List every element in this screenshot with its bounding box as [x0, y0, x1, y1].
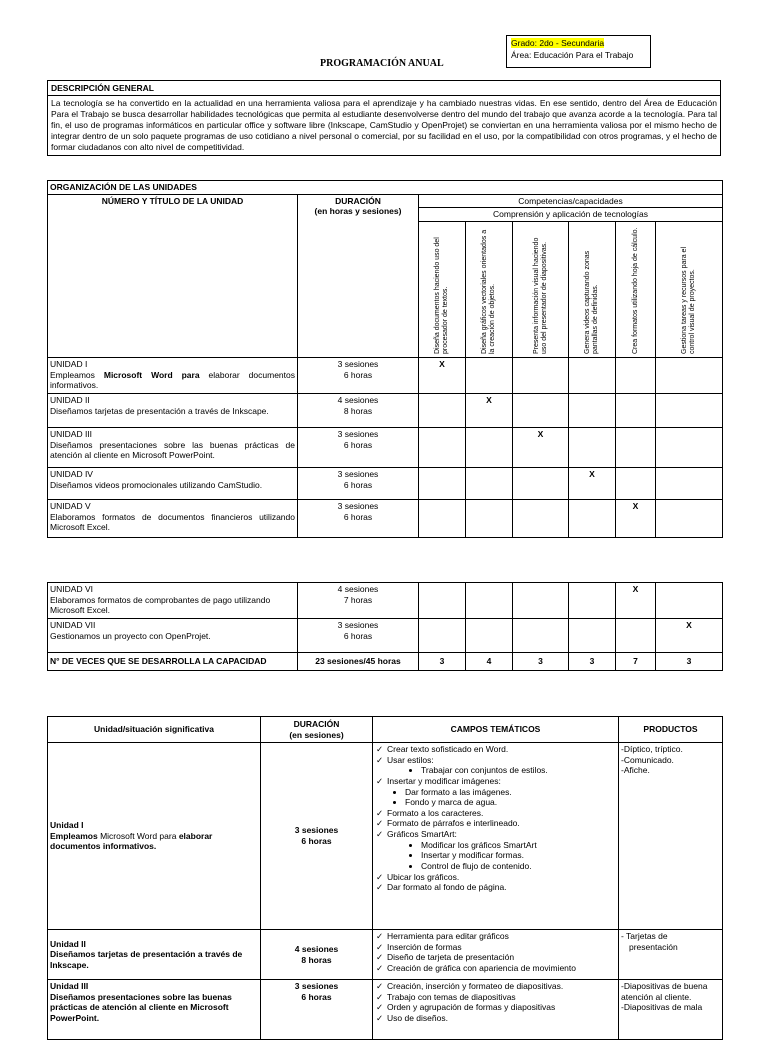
- mark-cell: [616, 619, 656, 653]
- situation-cell: [48, 930, 261, 980]
- table-row: [48, 393, 723, 427]
- mark-cell: [466, 583, 513, 619]
- sessions-value: 3 sesiones: [337, 428, 379, 439]
- mark-cell: X: [569, 467, 616, 499]
- mark-cell: [513, 499, 569, 537]
- product-item-part: - Tarjetas de: [621, 931, 668, 941]
- topic-item: ✓ Inserción de formas: [387, 942, 616, 953]
- topic-item: ✓ Orden y agrupación de formas y diapositivas: [387, 1002, 616, 1013]
- unit-title: Gestionamos un proyecto con OpenProjet.: [50, 630, 211, 641]
- hours-value: 6 horas: [343, 511, 373, 522]
- col-unit-header: [48, 194, 298, 357]
- totals-duration: 23 sesiones/45 horas: [298, 653, 419, 671]
- mark-cell: [419, 427, 466, 467]
- topic-item: ✓ Creación de gráfica con apariencia de movimiento: [387, 963, 616, 974]
- hours-value: 6 horas: [343, 439, 373, 450]
- unit-title-part: elaborar documentos informativos.: [50, 369, 295, 391]
- unit-title: Diseñamos videos promocionales utilizando CamStudio.: [50, 479, 263, 490]
- mark-cell: [466, 619, 513, 653]
- mark-cell: [513, 357, 569, 393]
- situation-unit: Unidad I: [50, 820, 84, 831]
- unit-number: UNIDAD VI: [50, 584, 93, 594]
- sit-duration-cell: [261, 980, 373, 1040]
- situation-unit: Unidad II: [50, 938, 86, 949]
- units-table: [47, 180, 723, 538]
- sit-duration-cell: [261, 743, 373, 930]
- unit-cell: [48, 393, 298, 427]
- sit-duration-cell: [261, 930, 373, 980]
- hours-value: 6 horas: [343, 479, 373, 490]
- subtopic-item: • Insertar y modificar formas.: [421, 850, 616, 861]
- sessions-value: 4 sesiones: [337, 584, 379, 594]
- topics-cell: [373, 930, 619, 980]
- topic-item: [387, 755, 616, 766]
- topic-item: ✓ Trabajo con temas de diapositivas: [387, 992, 616, 1003]
- product-item: -Comunicado.: [621, 754, 674, 765]
- mark-cell: [466, 467, 513, 499]
- subtopic-item: • Trabajar con conjuntos de estilos.: [421, 765, 616, 776]
- mark-cell: [569, 583, 616, 619]
- col-sit-duration-line1: DURACIÓN: [293, 718, 340, 729]
- unit-title: Elaboramos formatos de comprobantes de pago utilizando Microsoft Excel.: [50, 594, 271, 616]
- duration-cell: [298, 467, 419, 499]
- mark-cell: [616, 357, 656, 393]
- duration-cell: [298, 619, 419, 653]
- capacity-text: Diseña documentos haciendo uso del procesador de textos.: [433, 237, 449, 354]
- product-item: -Diapositivas de buena atención al cliente.: [621, 981, 708, 1002]
- sessions-value: 3 sesiones: [337, 620, 379, 630]
- mark-cell: X: [616, 499, 656, 537]
- total-cell: 4: [466, 653, 513, 671]
- situation-title: Diseñamos tarjetas de presentación a través de Inkscape.: [50, 949, 243, 970]
- duration-cell: [298, 393, 419, 427]
- mark-cell: [466, 357, 513, 393]
- unit-number: UNIDAD V: [50, 500, 91, 511]
- topic-item-text: Usar estilos:: [387, 754, 434, 765]
- topic-item: ✓ Ubicar los gráficos.: [387, 872, 616, 883]
- grade-box: [506, 35, 651, 68]
- table-row: [48, 930, 723, 980]
- total-cell: 3: [419, 653, 466, 671]
- duration-cell: [298, 427, 419, 467]
- mark-cell: [569, 499, 616, 537]
- table-row: [48, 467, 723, 499]
- product-item: presentación: [629, 941, 678, 952]
- sessions-value: 4 sesiones: [294, 943, 339, 954]
- duration-cell: [298, 357, 419, 393]
- table-row: [48, 743, 723, 930]
- col-products-header: PRODUCTOS: [619, 717, 723, 743]
- mark-cell: X: [656, 619, 723, 653]
- unit-number: UNIDAD VII: [50, 620, 96, 630]
- sessions-value: 3 sesiones: [294, 825, 339, 836]
- sessions-value: 3 sesiones: [337, 500, 379, 511]
- products-cell: [619, 980, 723, 1040]
- topic-item: ✓ Diseño de tarjeta de presentación: [387, 952, 616, 963]
- topics-cell: [373, 743, 619, 930]
- product-item: -Díptico, tríptico.: [621, 744, 683, 754]
- mark-cell: [466, 499, 513, 537]
- topic-item: ✓ Crear texto sofisticado en Word.: [387, 744, 616, 755]
- total-cell: 3: [513, 653, 569, 671]
- mark-cell: [616, 427, 656, 467]
- table-row: [48, 357, 723, 393]
- mark-cell: [419, 499, 466, 537]
- mark-cell: [513, 467, 569, 499]
- capacity-header: [616, 221, 656, 357]
- situation-title: [50, 831, 258, 852]
- totals-row: [48, 653, 723, 671]
- mark-cell: [419, 583, 466, 619]
- topic-item: ✓ Herramienta para editar gráficos: [387, 931, 616, 942]
- capacity-text: Gestiona tareas y recursos para el control visual de proyectos.: [680, 246, 696, 354]
- situation-title-part: elaborar documentos informativos.: [50, 830, 213, 852]
- situation-unit: Unidad III: [50, 981, 89, 991]
- sessions-value: 3 sesiones: [294, 981, 339, 991]
- topic-item: ✓ Gráficos SmartArt:: [387, 829, 616, 840]
- table-row: [48, 499, 723, 537]
- page-title: PROGRAMACIÓN ANUAL: [320, 58, 444, 69]
- description-heading: DESCRIPCIÓN GENERAL: [48, 81, 720, 96]
- table-row: [48, 980, 723, 1040]
- competencies-header: Competencias/capacidades: [419, 194, 723, 208]
- mark-cell: X: [513, 427, 569, 467]
- unit-cell: [48, 467, 298, 499]
- subtopic-item: • Fondo y marca de agua.: [405, 797, 616, 808]
- situation-title-part: Microsoft Word para: [97, 830, 179, 841]
- sessions-value: 3 sesiones: [337, 468, 379, 479]
- unit-cell: [48, 619, 298, 653]
- hours-value: 6 horas: [301, 836, 332, 846]
- topic-item: ✓ Formato de párrafos e interlineado.: [387, 818, 616, 829]
- unit-number: UNIDAD III: [50, 428, 93, 439]
- mark-cell: [656, 467, 723, 499]
- topics-cell: [373, 980, 619, 1040]
- situation-cell: [48, 743, 261, 930]
- unit-number: UNIDAD I: [50, 358, 88, 369]
- totals-label: N° DE VECES QUE SE DESARROLLA LA CAPACIDAD: [48, 653, 298, 671]
- product-item: -Diapositivas de mala: [621, 1002, 703, 1013]
- sessions-value: 4 sesiones: [337, 394, 379, 405]
- subtopic-item: • Modificar los gráficos SmartArt: [421, 840, 616, 851]
- table-row: [48, 619, 723, 653]
- duration-cell: [298, 583, 419, 619]
- mark-cell: [656, 499, 723, 537]
- unit-title: Diseñamos tarjetas de presentación a través de Inkscape.: [50, 405, 269, 416]
- hours-value: 8 horas: [301, 954, 332, 965]
- col-situation-header: Unidad/situación significativa: [48, 717, 261, 743]
- total-cell: 3: [569, 653, 616, 671]
- grade-label: Grado: 2do - Secundaria: [511, 38, 605, 48]
- capacity-header: [656, 221, 723, 357]
- unit-title: Diseñamos presentaciones sobre las buenas prácticas de atención al cliente en Microsoft PowerPoint.: [50, 439, 295, 461]
- unit-title: [50, 370, 295, 391]
- mark-cell: [569, 357, 616, 393]
- capacity-text: Diseña gráficos vectoriales orientados a la creación de objetos.: [480, 229, 496, 354]
- topic-item: ✓ Dar formato al fondo de página.: [387, 882, 616, 893]
- unit-number: UNIDAD II: [50, 394, 90, 405]
- mark-cell: [569, 393, 616, 427]
- hours-value: 6 horas: [301, 991, 332, 1002]
- duration-cell: [298, 499, 419, 537]
- topic-item: ✓ Formato a los caracteres.: [387, 808, 616, 819]
- units-table-heading: ORGANIZACIÓN DE LAS UNIDADES: [48, 181, 723, 195]
- subtopic-item: • Dar formato a las imágenes.: [405, 787, 616, 798]
- total-cell: 3: [656, 653, 723, 671]
- mark-cell: [616, 393, 656, 427]
- product-item: [621, 931, 720, 942]
- col-topics-header: CAMPOS TEMÁTICOS: [373, 717, 619, 743]
- capacity-header: [569, 221, 616, 357]
- mark-cell: [656, 393, 723, 427]
- mark-cell: [419, 619, 466, 653]
- mark-cell: [616, 467, 656, 499]
- mark-cell: X: [616, 583, 656, 619]
- mark-cell: [419, 393, 466, 427]
- col-duration-line1: DURACIÓN: [335, 195, 381, 206]
- unit-title: Elaboramos formatos de documentos financieros utilizando Microsoft Excel.: [50, 511, 295, 533]
- capacity-text: Genera videos capturando zonas pantallas de definidas.: [583, 250, 599, 354]
- sessions-value: 3 sesiones: [337, 358, 379, 369]
- topic-item: ✓ Uso de diseños.: [387, 1013, 616, 1024]
- hours-value: 7 horas: [343, 594, 373, 605]
- unit-title-part: Empleamos: [50, 369, 104, 380]
- units-table-continued: [47, 582, 723, 671]
- unit-cell: [48, 427, 298, 467]
- hours-value: 6 horas: [343, 369, 373, 380]
- hours-value: 8 horas: [343, 405, 373, 416]
- mark-cell: X: [419, 357, 466, 393]
- unit-cell: [48, 583, 298, 619]
- col-duration-line2: (en horas y sesiones): [314, 206, 402, 217]
- capacity-header: [513, 221, 569, 357]
- comprehension-header: Comprensión y aplicación de tecnologías: [419, 208, 723, 222]
- mark-cell: [466, 427, 513, 467]
- subtopic-item: • Control de flujo de contenido.: [421, 861, 616, 872]
- unit-title-bold: Microsoft Word para: [103, 369, 200, 380]
- mark-cell: [656, 583, 723, 619]
- area-label: Área: Educación Para el Trabajo: [511, 49, 634, 60]
- col-sit-duration-header: [261, 717, 373, 743]
- mark-cell: [656, 357, 723, 393]
- capacity-header: [419, 221, 466, 357]
- col-unit-header-text: NÚMERO Y TÍTULO DE LA UNIDAD: [101, 195, 244, 206]
- unit-cell: [48, 499, 298, 537]
- col-duration-header: [298, 194, 419, 357]
- total-cell: 7: [616, 653, 656, 671]
- capacity-text: Presenta información visual haciendo uso del presentador de diapositivas.: [532, 237, 548, 354]
- mark-cell: [656, 427, 723, 467]
- capacity-text: Crea formatos utilizando hoja de cálculo.: [631, 227, 639, 354]
- products-cell: [619, 743, 723, 930]
- col-sit-duration-line2: (en sesiones): [289, 729, 344, 740]
- table-row: [48, 583, 723, 619]
- mark-cell: [513, 619, 569, 653]
- mark-cell: [513, 583, 569, 619]
- hours-value: 6 horas: [343, 630, 373, 641]
- mark-cell: [569, 619, 616, 653]
- mark-cell: [569, 427, 616, 467]
- mark-cell: [513, 393, 569, 427]
- mark-cell: X: [466, 393, 513, 427]
- capacity-header: [466, 221, 513, 357]
- unit-cell: [48, 357, 298, 393]
- product-item: -Afiche.: [621, 765, 650, 776]
- description-box: [47, 80, 721, 156]
- table-row: [48, 427, 723, 467]
- topic-item: ✓ Insertar y modificar imágenes:: [387, 776, 616, 787]
- situation-title-part: Empleamos: [50, 830, 98, 841]
- products-cell: [619, 930, 723, 980]
- situations-table: [47, 716, 723, 1040]
- situation-cell: [48, 980, 261, 1040]
- topic-item: ✓ Creación, inserción y formateo de diapositivas.: [387, 981, 616, 992]
- situation-title: Diseñamos presentaciones sobre las buenas prácticas de atención al cliente en Microsoft PowerPoint.: [50, 991, 232, 1023]
- situations-header-row: [48, 717, 723, 743]
- description-text: La tecnología se ha convertido en la actualidad en una herramienta valiosa para el aprendizaje y ha cambiado nuestras vidas. En ese sentido, dentro del Área de Educación Para el Trabajo se busca desarrollar habilidades tecnológicas que permita al estudiante desenvolverse dentro del mundo del trabajo que avanza acorde a la tecnología. Para tal fin, el uso de programas informáticos en particular office y software libre (Inkscape, CamStudio y OpenProjet) se conviertan en una herramienta valiosa por el mismo hecho de integrar dentro de un solo paquete programas de uso cotidiano a nivel personal o comercial, por su facilidad en el uso, por la compatibilidad con otros programas, y el hecho de formar ciudadanos con alto nivel de competitividad.: [51, 98, 717, 153]
- mark-cell: [419, 467, 466, 499]
- unit-number: UNIDAD IV: [50, 468, 93, 479]
